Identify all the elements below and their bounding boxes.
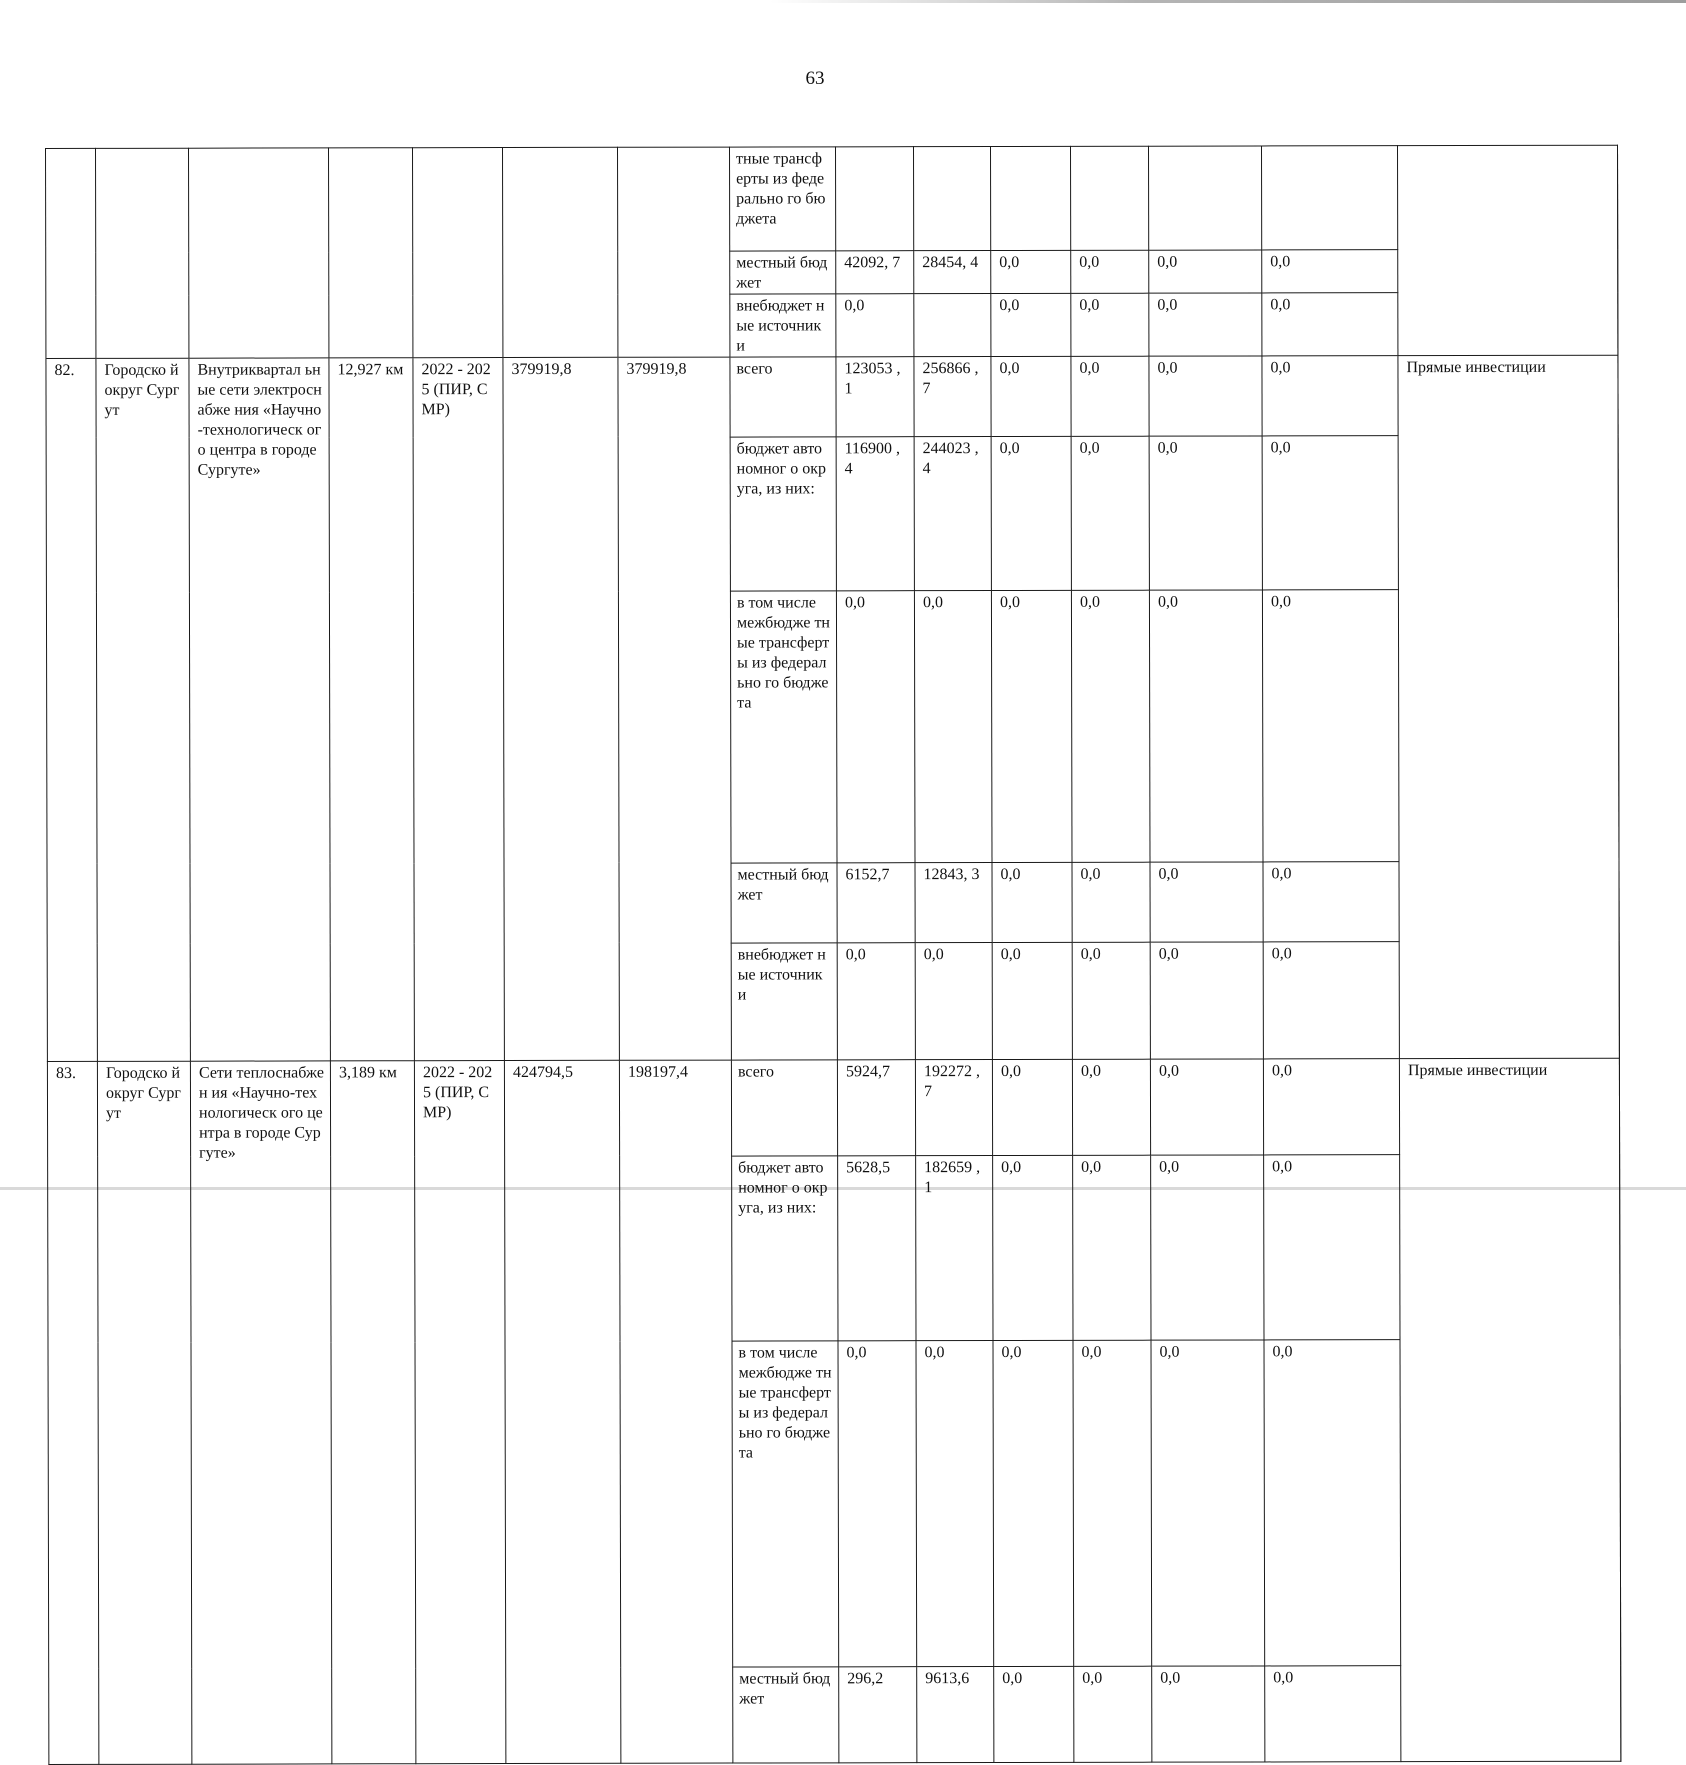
value-cell: 0,0 xyxy=(1262,590,1399,862)
value-cell: 0,0 xyxy=(915,942,992,1059)
value-cell xyxy=(1148,146,1261,250)
value-cell xyxy=(835,147,913,251)
value-cell: 0,0 xyxy=(993,1341,1074,1667)
object-name: Внутриквартал ьные сети электроснабже ния «Научно-технологическ ого центра в городе Сургуте» xyxy=(189,358,330,1061)
period-cell xyxy=(413,148,503,358)
value-cell: 0,0 xyxy=(1265,1666,1401,1762)
value-cell: 6152,7 xyxy=(837,863,915,943)
cost-remaining: 379919,8 xyxy=(618,357,731,1060)
row-number: 83. xyxy=(47,1061,98,1764)
capacity-cell xyxy=(329,148,413,358)
value-cell: 9613,6 xyxy=(917,1667,994,1763)
value-cell: 0,0 xyxy=(1072,862,1150,942)
value-cell: 0,0 xyxy=(992,862,1072,942)
value-cell: 0,0 xyxy=(1262,436,1398,591)
mechanism: Прямые инвестиции xyxy=(1399,1058,1620,1761)
value-cell: 0,0 xyxy=(1262,293,1398,356)
value-cell: 0,0 xyxy=(1151,1340,1265,1666)
value-cell: 0,0 xyxy=(1150,862,1263,942)
value-cell: 0,0 xyxy=(914,591,992,863)
value-cell: 0,0 xyxy=(1264,1155,1400,1341)
value-cell xyxy=(1070,146,1148,250)
value-cell: 0,0 xyxy=(1149,436,1262,591)
value-cell: 0,0 xyxy=(836,591,915,863)
value-cell: 0,0 xyxy=(991,293,1071,356)
row-number: 82. xyxy=(46,358,97,1061)
value-cell: 0,0 xyxy=(994,1666,1074,1762)
value-cell: 256866 ,7 xyxy=(914,357,991,437)
value-cell xyxy=(914,294,991,357)
value-cell: 0,0 xyxy=(916,1341,994,1667)
municipality-cell xyxy=(96,148,189,358)
table-row xyxy=(47,1058,1619,1157)
value-cell: 0,0 xyxy=(991,356,1071,436)
value-cell: 0,0 xyxy=(836,294,914,357)
municipality: Городско й округ Сургут xyxy=(97,1061,191,1764)
value-cell: 182659 ,1 xyxy=(916,1155,993,1340)
cost-total: 379919,8 xyxy=(503,357,619,1060)
object-name-cell xyxy=(189,148,329,358)
capacity: 12,927 км xyxy=(329,358,414,1061)
value-cell: 0,0 xyxy=(1263,1059,1399,1155)
funding-source-cell: внебюджет ные источники xyxy=(731,943,837,1060)
value-cell: 0,0 xyxy=(838,1341,917,1667)
value-cell: 5924,7 xyxy=(837,1060,915,1156)
value-cell: 123053 ,1 xyxy=(836,357,914,437)
funding-source-cell: бюджет автономног о округа, из них: xyxy=(732,1156,838,1341)
funding-source-cell: всего xyxy=(730,357,836,437)
funding-source-cell: тные трансферты из федерально го бюджета xyxy=(729,147,835,251)
value-cell: 0,0 xyxy=(1263,862,1399,942)
value-cell: 0,0 xyxy=(1152,1666,1265,1762)
value-cell: 0,0 xyxy=(1150,942,1263,1059)
value-cell: 0,0 xyxy=(1264,1340,1401,1666)
funding-source-cell: в том числе межбюдже тные трансферты из федерально го бюджета xyxy=(730,591,837,863)
value-cell: 0,0 xyxy=(1149,590,1263,862)
value-cell: 0,0 xyxy=(1073,1155,1151,1340)
capacity: 3,189 км xyxy=(330,1061,415,1764)
value-cell xyxy=(990,146,1070,250)
value-cell: 0,0 xyxy=(992,942,1072,1059)
value-cell xyxy=(913,147,990,251)
funding-source-cell: местный бюджет xyxy=(731,863,837,943)
value-cell: 0,0 xyxy=(993,1155,1073,1340)
funding-source-cell: бюджет автономног о округа, из них: xyxy=(730,437,836,592)
value-cell xyxy=(1261,146,1397,250)
value-cell: 296,2 xyxy=(839,1667,917,1763)
mechanism: Прямые инвестиции xyxy=(1398,355,1619,1058)
value-cell: 0,0 xyxy=(1071,591,1150,863)
value-cell: 116900 ,4 xyxy=(836,437,914,592)
value-cell: 0,0 xyxy=(1262,356,1398,436)
carryover-row xyxy=(46,145,1618,252)
value-cell: 5628,5 xyxy=(838,1156,916,1341)
value-cell: 0,0 xyxy=(1071,250,1149,293)
value-cell: 42092, 7 xyxy=(836,251,914,294)
period: 2022 - 2025 (ПИР, СМР) xyxy=(414,1061,505,1764)
funding-source-cell: всего xyxy=(731,1060,837,1156)
funding-source-cell: местный бюджет xyxy=(730,251,836,294)
value-cell: 0,0 xyxy=(991,250,1071,293)
value-cell: 0,0 xyxy=(837,942,915,1059)
value-cell: 0,0 xyxy=(991,436,1071,591)
mechanism-cell xyxy=(1397,145,1617,355)
value-cell: 28454, 4 xyxy=(914,251,991,294)
period: 2022 - 2025 (ПИР, СМР) xyxy=(413,358,504,1061)
table-row xyxy=(46,355,1618,438)
cost-total-cell xyxy=(503,147,618,357)
value-cell: 0,0 xyxy=(1263,941,1399,1058)
value-cell: 192272 ,7 xyxy=(915,1060,992,1156)
object-name: Сети теплоснабжен ия «Научно-технологическ ого центра в городе Сургуте» xyxy=(190,1061,331,1764)
cost-remaining-cell xyxy=(617,147,729,357)
value-cell: 0,0 xyxy=(1072,1059,1150,1155)
value-cell: 0,0 xyxy=(1149,250,1262,293)
num-cell xyxy=(46,148,96,358)
value-cell: 0,0 xyxy=(992,1059,1072,1155)
value-cell: 0,0 xyxy=(1071,436,1149,591)
value-cell: 0,0 xyxy=(1073,1340,1152,1666)
value-cell: 0,0 xyxy=(1149,356,1262,436)
investment-table xyxy=(45,145,1621,1765)
value-cell: 0,0 xyxy=(1151,1155,1264,1340)
value-cell: 0,0 xyxy=(1071,356,1149,436)
cost-total: 424794,5 xyxy=(504,1060,620,1763)
value-cell: 0,0 xyxy=(1149,293,1262,356)
value-cell: 12843, 3 xyxy=(915,862,992,942)
value-cell: 0,0 xyxy=(1071,293,1149,356)
funding-source-cell: внебюджет ные источники xyxy=(730,294,836,357)
value-cell: 0,0 xyxy=(1072,942,1150,1059)
value-cell: 0,0 xyxy=(1262,250,1398,293)
funding-source-cell: местный бюджет xyxy=(733,1667,839,1763)
cost-remaining: 198197,4 xyxy=(619,1060,732,1763)
page-number: 63 xyxy=(780,68,850,90)
value-cell: 0,0 xyxy=(1150,1059,1263,1155)
funding-source-cell: в том числе межбюдже тные трансферты из федерально го бюджета xyxy=(732,1341,839,1667)
municipality: Городско й округ Сургут xyxy=(96,358,190,1061)
value-cell: 244023 ,4 xyxy=(914,436,991,591)
value-cell: 0,0 xyxy=(991,591,1072,863)
scan-edge-top xyxy=(770,0,1686,3)
value-cell: 0,0 xyxy=(1074,1666,1152,1762)
